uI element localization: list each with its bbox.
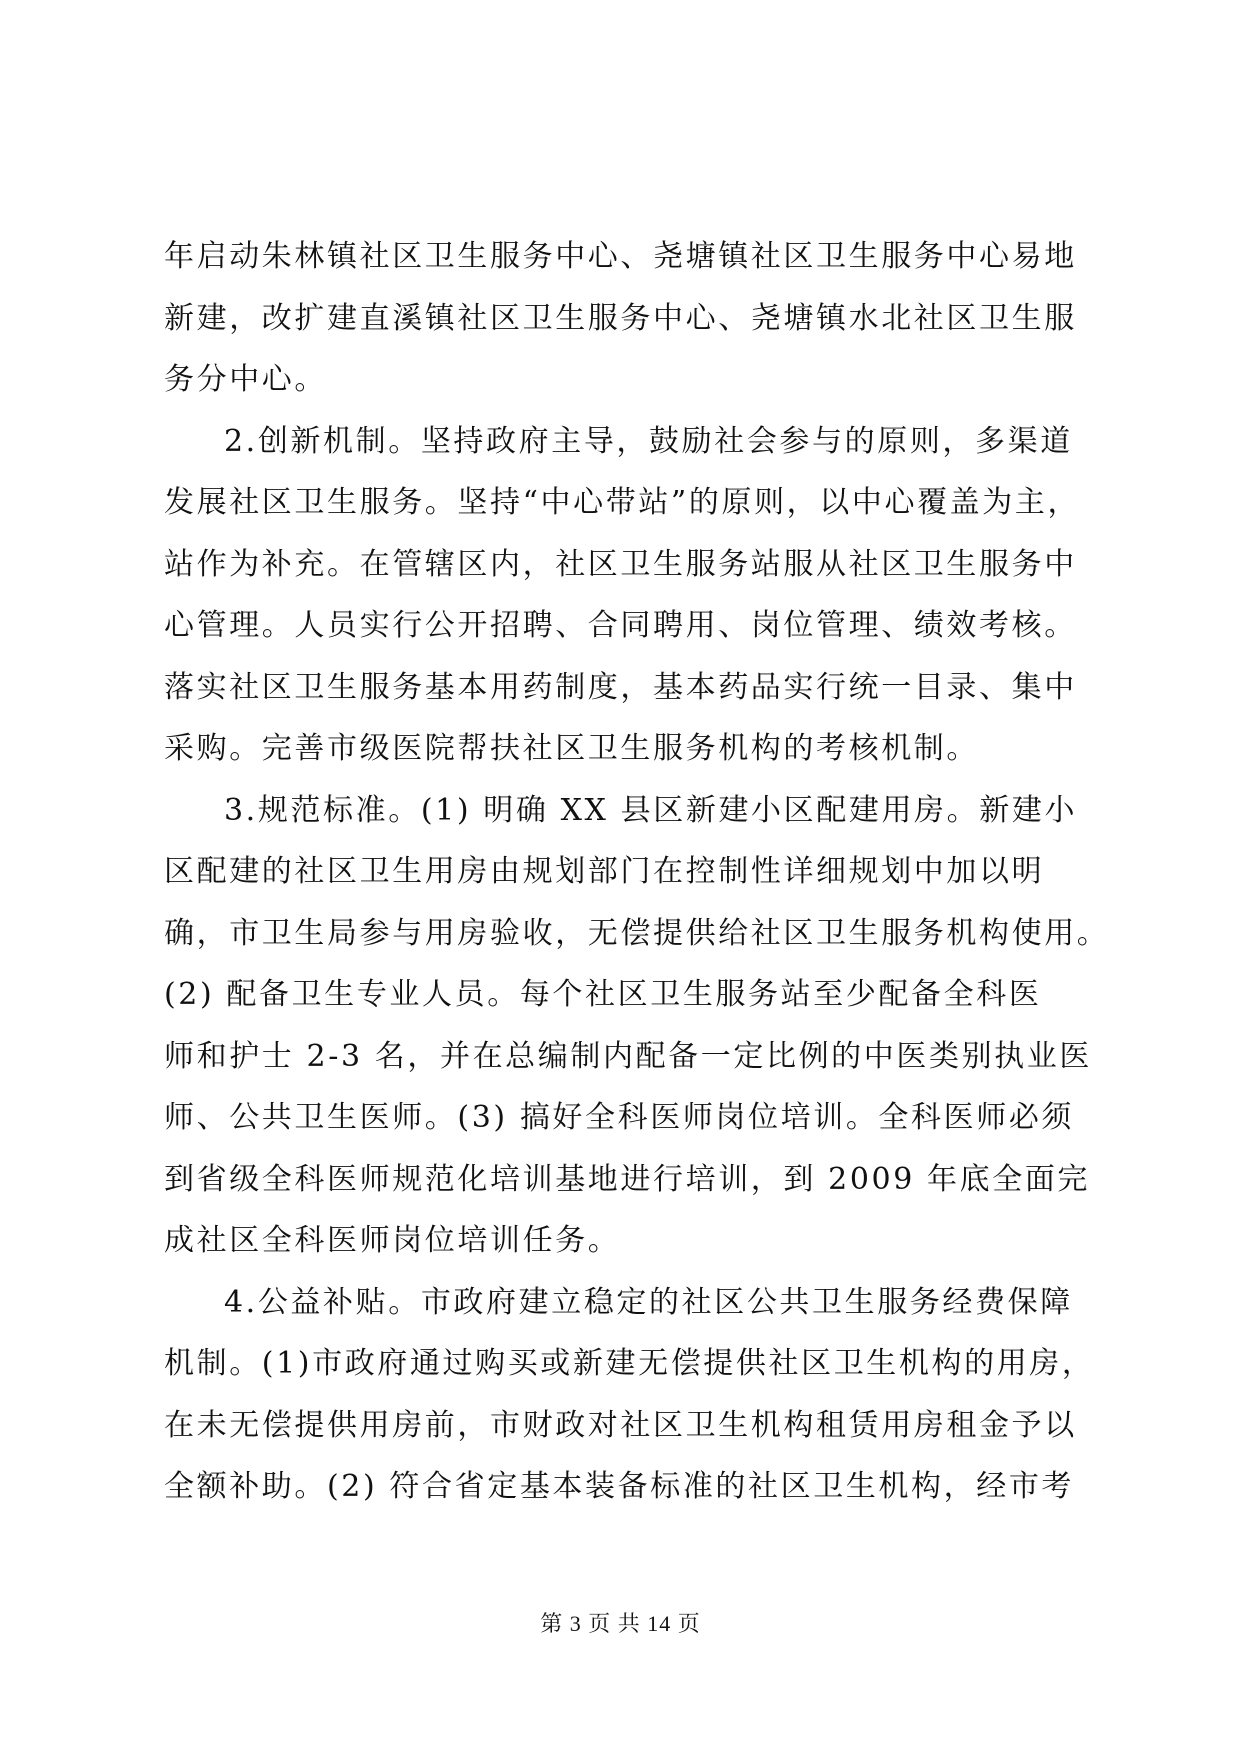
text-line: 区配建的社区卫生用房由规划部门在控制性详细规划中加以明 (164, 854, 1045, 889)
text-line: 站作为补充。在管辖区内，社区卫生服务站服从社区卫生服务中 (164, 546, 1077, 582)
text-line: 在未无偿提供用房前，市财政对社区卫生机构租赁用房租金予以 (164, 1407, 1077, 1443)
text-line: 全额补助。(2) 符合省定基本装备标准的社区卫生机构，经市考 (164, 1469, 1075, 1504)
text-line: 落实社区卫生服务基本用药制度，基本药品实行统一目录、集中 (164, 669, 1077, 705)
text-line: 4.公益补贴。市政府建立稳定的社区公共卫生服务经费保障 (224, 1284, 1073, 1320)
text-line: 师、公共卫生医师。(3) 搞好全科医师岗位培训。全科医师必须 (164, 1100, 1075, 1135)
text-line: 新建，改扩建直溪镇社区卫生服务中心、尧塘镇水北社区卫生服 (164, 300, 1077, 336)
paragraph-subsidy (164, 1272, 1095, 1518)
text-line: 到省级全科医师规范化培训基地进行培训，到 2009 年底全面完 (164, 1161, 1091, 1197)
text-line: 发展社区卫生服务。坚持“中心带站”的原则，以中心覆盖为主， (164, 485, 1081, 520)
paragraph-innovation-mechanism (164, 411, 1081, 780)
text-line: 务分中心。 (164, 362, 327, 397)
text-line: (2) 配备卫生专业人员。每个社区卫生服务站至少配备全科医 (164, 977, 1042, 1012)
text-line: 师和护士 2-3 名，并在总编制内配备一定比例的中医类别执业医 (164, 1038, 1092, 1074)
document-body (164, 226, 1110, 1518)
text-line: 心管理。人员实行公开招聘、合同聘用、岗位管理、绩效考核。 (164, 608, 1077, 643)
paragraph-continuation (164, 226, 1078, 411)
text-line: 3.规范标准。(1) 明确 XX 县区新建小区配建用房。新建小 (224, 792, 1078, 828)
text-line: 确，市卫生局参与用房验收，无偿提供给社区卫生服务机构使用。 (164, 915, 1110, 951)
paragraph-standards (164, 780, 1110, 1272)
text-line: 成社区全科医师岗位培训任务。 (164, 1223, 621, 1258)
text-line: 2.创新机制。坚持政府主导，鼓励社会参与的原则，多渠道 (224, 423, 1073, 459)
text-line: 采购。完善市级医院帮扶社区卫生服务机构的考核机制。 (164, 731, 979, 766)
text-line: 机制。(1)市政府通过购买或新建无偿提供社区卫生机构的用房， (164, 1346, 1095, 1381)
text-line: 年启动朱林镇社区卫生服务中心、尧塘镇社区卫生服务中心易地 (164, 239, 1077, 274)
page-number-footer: 第 3 页 共 14 页 (540, 1611, 701, 1636)
